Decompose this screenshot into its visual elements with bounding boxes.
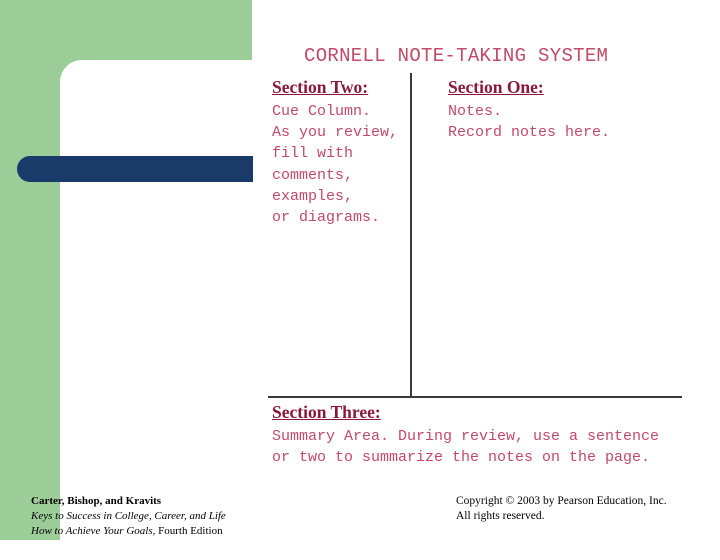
- white-tab-shape: [60, 60, 270, 560]
- summary-divider: [268, 396, 682, 398]
- footer-book-subtitle: [31, 524, 226, 539]
- section-one-body: Notes. Record notes here.: [448, 103, 611, 142]
- footer-subtitle-italic: How to Achieve Your Goals,: [31, 524, 156, 537]
- section-two-body: Cue Column. As you review, fill with comments, examples, or diagrams.: [272, 103, 399, 227]
- footer-copyright: [456, 494, 667, 524]
- rights-line: All rights reserved.: [456, 510, 545, 522]
- cue-column-divider: [410, 73, 412, 397]
- footer-book-title: Keys to Success in College, Career, and Life: [31, 509, 226, 522]
- section-three-body: Summary Area. During review, use a sentence or two to summarize the notes on the page.: [272, 428, 660, 467]
- section-one-heading: Section One:: [448, 77, 544, 97]
- copyright-line: Copyright © 2003 by Pearson Education, Inc.: [456, 495, 667, 507]
- blue-accent-bar: [17, 156, 253, 182]
- section-three-heading: Section Three:: [272, 402, 381, 422]
- footer-citation: [31, 494, 226, 538]
- footer-edition: Fourth Edition: [155, 524, 223, 537]
- slide-title: CORNELL NOTE-TAKING SYSTEM: [304, 45, 609, 67]
- footer-authors: Carter, Bishop, and Kravits: [31, 495, 162, 507]
- section-two-heading: Section Two:: [272, 77, 369, 97]
